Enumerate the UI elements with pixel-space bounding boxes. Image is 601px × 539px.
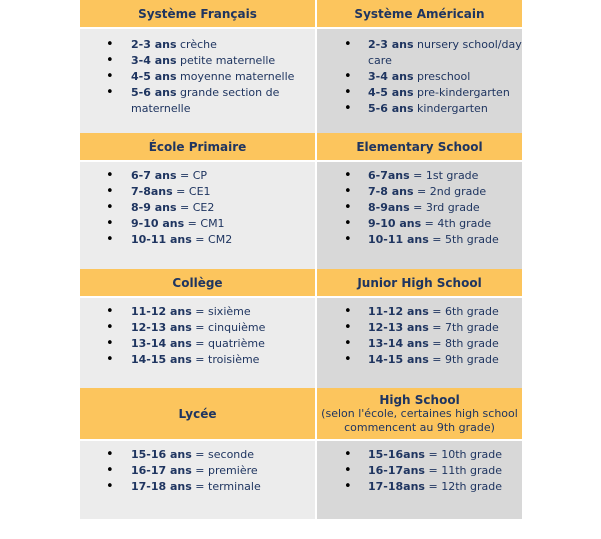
list-item: • 14-15 ans = 9th grade [317, 352, 522, 368]
french-lycee-cell [80, 441, 315, 519]
list-item: • 8-9 ans = CE2 [80, 200, 315, 216]
list-item: • 2-3 ans nursery school/day care [317, 37, 522, 69]
american-preschool-list [317, 37, 522, 117]
list-item: • 9-10 ans = CM1 [80, 216, 315, 232]
american-system-header: Système Américain [317, 0, 522, 27]
american-elementary-cell [317, 162, 522, 269]
list-item: • 13-14 ans = 8th grade [317, 336, 522, 352]
comparison-table [80, 0, 522, 519]
american-junior-high-cell [317, 298, 522, 388]
list-item: • 14-15 ans = troisième [80, 352, 315, 368]
french-primaire-cell [80, 162, 315, 269]
list-item: • 17-18 ans = terminale [80, 479, 315, 495]
list-item: • 9-10 ans = 4th grade [317, 216, 522, 232]
list-item: • 6-7ans = 1st grade [317, 168, 522, 184]
american-junior-high-list [317, 304, 522, 368]
list-item: • 4-5 ans pre-kindergarten [317, 85, 522, 101]
french-primaire-list [80, 168, 315, 248]
list-item: • 4-5 ans moyenne maternelle [80, 69, 315, 85]
list-item: • 11-12 ans = sixième [80, 304, 315, 320]
list-item: • 13-14 ans = quatrième [80, 336, 315, 352]
list-item: • 12-13 ans = cinquième [80, 320, 315, 336]
list-item: • 10-11 ans = 5th grade [317, 232, 522, 248]
list-item: • 16-17ans = 11th grade [317, 463, 522, 479]
header-row-lycee [80, 388, 522, 439]
ecole-primaire-header: École Primaire [80, 133, 315, 160]
french-college-list [80, 304, 315, 368]
list-item: • 15-16ans = 10th grade [317, 447, 522, 463]
header-row-primaire [80, 133, 522, 160]
french-maternelle-list [80, 37, 315, 117]
list-item: • 8-9ans = 3rd grade [317, 200, 522, 216]
header-row-college [80, 269, 522, 296]
list-item: • 11-12 ans = 6th grade [317, 304, 522, 320]
list-item: • 2-3 ans crèche [80, 37, 315, 53]
high-school-header [317, 388, 522, 439]
content-row-maternelle [80, 29, 522, 133]
list-item: • 5-6 ans grande section de maternelle [80, 85, 315, 117]
american-high-school-list [317, 447, 522, 495]
list-item: • 3-4 ans preschool [317, 69, 522, 85]
list-item: • 16-17 ans = première [80, 463, 315, 479]
french-maternelle-cell [80, 29, 315, 133]
list-item: • 6-7 ans = CP [80, 168, 315, 184]
list-item: • 12-13 ans = 7th grade [317, 320, 522, 336]
list-item: • 15-16 ans = seconde [80, 447, 315, 463]
american-preschool-cell [317, 29, 522, 133]
content-row-primaire [80, 162, 522, 269]
list-item: • 7-8ans = CE1 [80, 184, 315, 200]
list-item: • 7-8 ans = 2nd grade [317, 184, 522, 200]
elementary-school-header: Elementary School [317, 133, 522, 160]
content-row-lycee [80, 441, 522, 519]
high-school-subtitle: (selon l'école, certaines high school commencent au 9th grade) [321, 406, 518, 434]
content-row-college [80, 298, 522, 388]
french-college-cell [80, 298, 315, 388]
list-item: • 3-4 ans petite maternelle [80, 53, 315, 69]
american-elementary-list [317, 168, 522, 248]
american-high-school-cell [317, 441, 522, 519]
lycee-header: Lycée [80, 388, 315, 439]
college-header: Collège [80, 269, 315, 296]
list-item: • 10-11 ans = CM2 [80, 232, 315, 248]
high-school-title: High School [379, 392, 460, 407]
french-lycee-list [80, 447, 315, 495]
list-item: • 17-18ans = 12th grade [317, 479, 522, 495]
french-system-header: Système Français [80, 0, 315, 27]
junior-high-header: Junior High School [317, 269, 522, 296]
list-item: • 5-6 ans kindergarten [317, 101, 522, 117]
header-row-maternelle [80, 0, 522, 27]
